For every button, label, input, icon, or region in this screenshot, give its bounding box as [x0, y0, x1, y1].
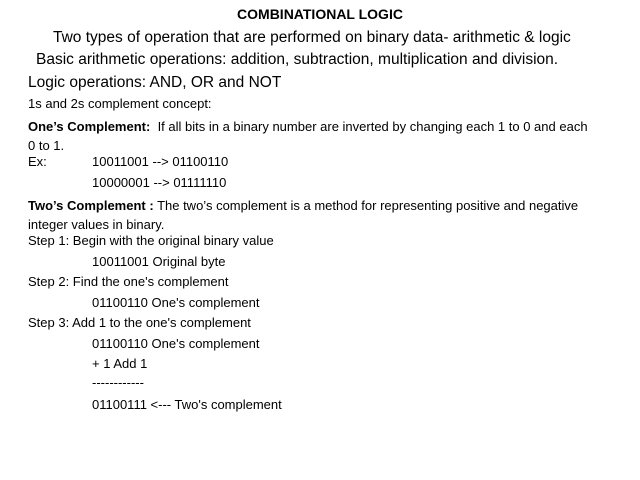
- example-label: Ex:: [28, 154, 47, 169]
- twos-complement-paragraph: [28, 196, 588, 234]
- intro-types-text: Two types of operation that are performed on binary data- arithmetic & logic: [53, 29, 571, 46]
- step-3-value: 01100110 One's complement: [92, 336, 260, 351]
- step-2-value: 01100110 One's complement: [92, 295, 260, 310]
- step-1: Step 1: Begin with the original binary value: [28, 233, 274, 248]
- intro-arithmetic-text: Basic arithmetic operations: addition, subtraction, multiplication and division.: [36, 51, 559, 68]
- twos-complement-definition: The two’s complement is a method for representing positive and negative integer values in binary.: [28, 198, 579, 232]
- add-one-line: + 1 Add 1: [92, 356, 148, 371]
- separator-line: ------------: [92, 375, 144, 390]
- ones-complement-definition: If all bits in a binary number are inverted by changing each 1 to 0 and each 0 to 1.: [28, 119, 588, 153]
- example-1: 10011001 --> 01100110: [92, 154, 229, 169]
- slide-title: COMBINATIONAL LOGIC: [237, 6, 403, 22]
- step-3: Step 3: Add 1 to the one's complement: [28, 315, 251, 330]
- example-2: 10000001 --> 01111110: [92, 175, 227, 190]
- complement-concept-heading: 1s and 2s complement concept:: [28, 96, 212, 111]
- intro-logic-text: Logic operations: AND, OR and NOT: [28, 74, 282, 91]
- twos-complement-result: 01100111 <--- Two's complement: [92, 397, 282, 412]
- step-1-value: 10011001 Original byte: [92, 254, 226, 269]
- step-2: Step 2: Find the one's complement: [28, 274, 229, 289]
- twos-complement-term: Two’s Complement :: [28, 198, 154, 213]
- ones-complement-paragraph: [28, 117, 588, 155]
- ones-complement-term: One’s Complement:: [28, 119, 151, 134]
